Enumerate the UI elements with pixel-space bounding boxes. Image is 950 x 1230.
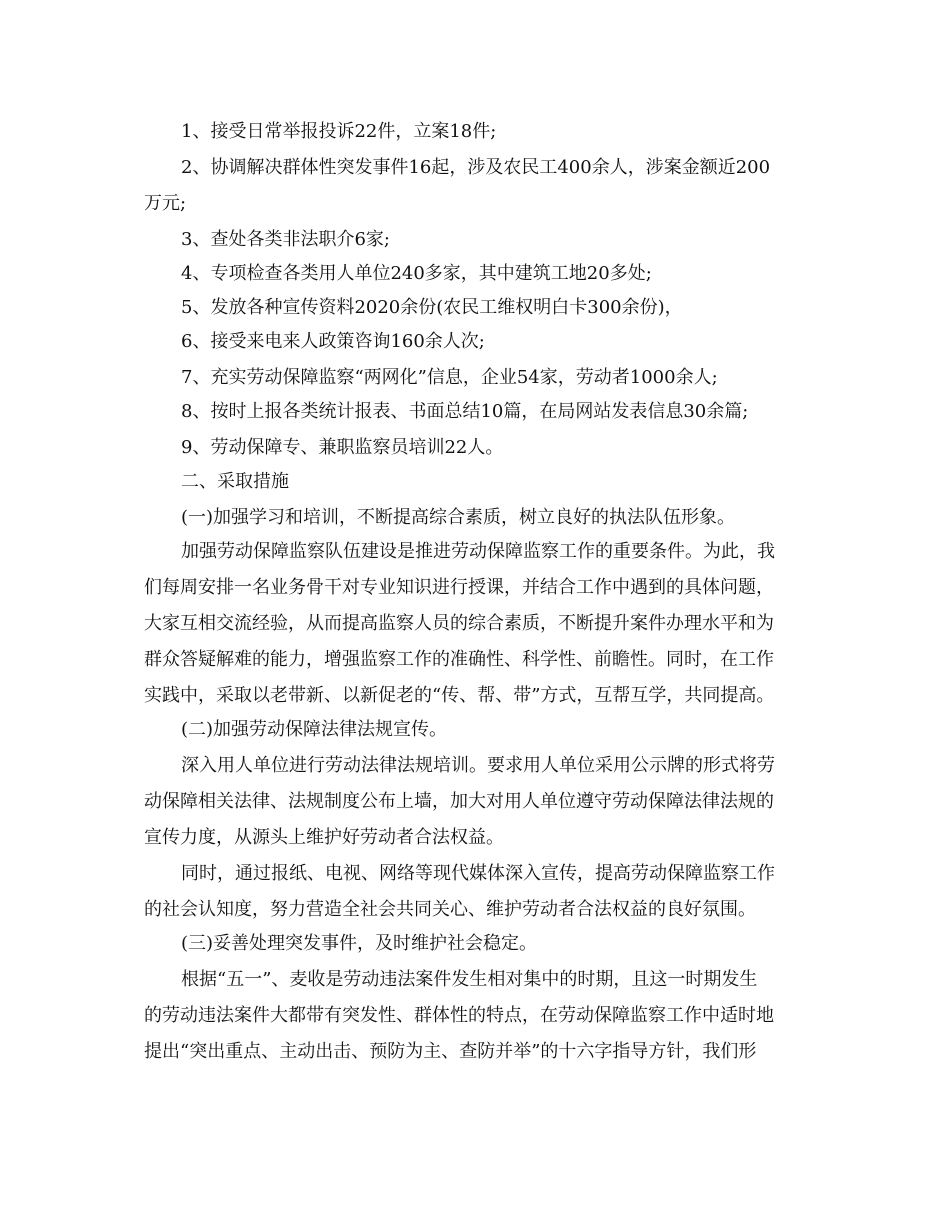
text-line: 1、接受日常举报投诉22件，立案18件;	[181, 121, 497, 142]
text-line: 6、接受来电来人政策咨询160余人次;	[181, 331, 485, 352]
text-line: 动保障相关法律、法规制度公布上墙，加大对用人单位遵守劳动保障法律法规的	[144, 791, 774, 812]
subsection-heading: (二)加强劳动保障法律法规宣传。	[181, 719, 448, 740]
text-line: 的劳动违法案件大都带有突发性、群体性的特点，在劳动保障监察工作中适时地	[144, 1005, 774, 1026]
text-line: 的社会认知度，努力营造全社会共同关心、维护劳动者合法权益的良好氛围。	[144, 899, 756, 920]
text-line: 万元;	[144, 193, 187, 214]
text-line: 同时，通过报纸、电视、网络等现代媒体深入宣传，提高劳动保障监察工作	[181, 863, 775, 884]
text-line: 们每周安排一名业务骨干对专业知识进行授课，并结合工作中遇到的具体问题，	[144, 577, 774, 598]
text-line: 加强劳动保障监察队伍建设是推进劳动保障监察工作的重要条件。为此，我	[181, 541, 775, 562]
subsection-heading: (一)加强学习和培训，不断提高综合素质，树立良好的执法队伍形象。	[181, 507, 736, 528]
text-line: 宣传力度，从源头上维护好劳动者合法权益。	[144, 827, 504, 848]
text-line: 5、发放各种宣传资料2020余份(农民工维权明白卡300余份)，	[181, 297, 683, 318]
text-line: 4、专项检查各类用人单位240多家，其中建筑工地20多处;	[181, 263, 652, 284]
text-line: 9、劳动保障专、兼职监察员培训22人。	[181, 437, 504, 458]
text-line: 提出“突出重点、主动出击、预防为主、查防并举”的十六字指导方针，我们形	[144, 1041, 757, 1062]
subsection-heading: (三)妥善处理突发事件，及时维护社会稳定。	[181, 933, 538, 954]
text-line: 8、按时上报各类统计报表、书面总结10篇，在局网站发表信息30余篇;	[181, 401, 749, 422]
text-line: 实践中，采取以老带新、以新促老的“传、帮、带”方式，互帮互学，共同提高。	[144, 685, 775, 706]
text-line: 根据“五一”、麦收是劳动违法案件发生相对集中的时期，且这一时期发生	[181, 969, 758, 990]
text-line: 深入用人单位进行劳动法律法规培训。要求用人单位采用公示牌的形式将劳	[181, 755, 775, 776]
text-line: 群众答疑解难的能力，增强监察工作的准确性、科学性、前瞻性。同时，在工作	[144, 649, 774, 670]
text-line: 大家互相交流经验，从而提高监察人员的综合素质，不断提升案件办理水平和为	[144, 613, 774, 634]
section-heading: 二、采取措施	[181, 471, 289, 492]
text-line: 7、充实劳动保障监察“两网化”信息，企业54家，劳动者1000余人;	[181, 367, 718, 388]
text-line: 3、查处各类非法职介6家;	[181, 229, 390, 250]
text-line: 2、协调解决群体性突发事件16起，涉及农民工400余人，涉案金额近200	[181, 157, 771, 178]
